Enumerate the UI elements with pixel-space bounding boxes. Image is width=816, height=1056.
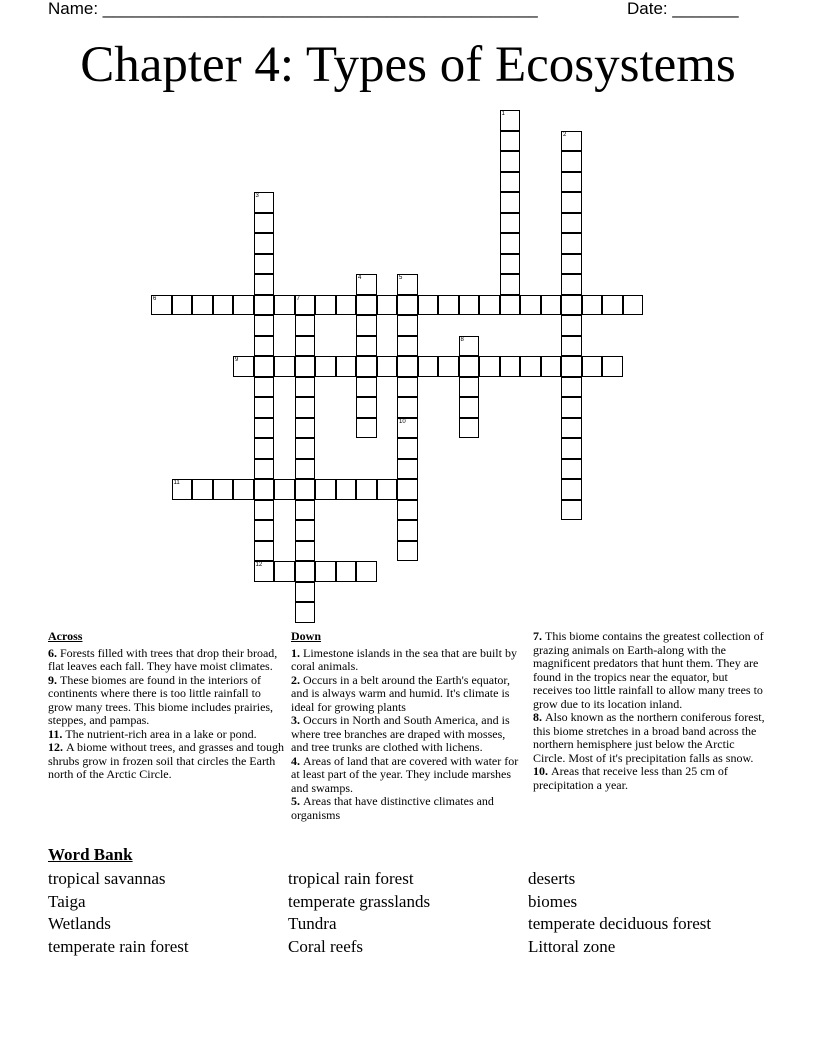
crossword-cell[interactable] bbox=[295, 418, 316, 439]
crossword-cell[interactable] bbox=[254, 397, 275, 418]
crossword-cell[interactable] bbox=[356, 479, 377, 500]
crossword-cell[interactable] bbox=[438, 356, 459, 377]
down-clue bbox=[533, 765, 769, 792]
crossword-cell[interactable] bbox=[561, 500, 582, 521]
crossword-cell[interactable] bbox=[438, 295, 459, 316]
crossword-cell[interactable] bbox=[336, 561, 357, 582]
clue-number-label: 7. bbox=[533, 629, 545, 643]
crossword-cell[interactable] bbox=[254, 561, 275, 582]
clue-text: Areas that have distinctive climates and organisms bbox=[291, 794, 494, 822]
crossword-cell[interactable] bbox=[561, 233, 582, 254]
clue-number: 4 bbox=[358, 275, 362, 281]
crossword-cell[interactable] bbox=[500, 172, 521, 193]
down-clue bbox=[291, 714, 523, 755]
word-bank-item: Taiga bbox=[48, 891, 86, 911]
crossword-cell[interactable] bbox=[418, 356, 439, 377]
crossword-cell[interactable] bbox=[295, 397, 316, 418]
crossword-cell[interactable] bbox=[192, 479, 213, 500]
crossword-cell[interactable] bbox=[315, 479, 336, 500]
crossword-cell[interactable] bbox=[254, 336, 275, 357]
crossword-cell[interactable] bbox=[500, 110, 521, 131]
crossword-cell[interactable] bbox=[561, 151, 582, 172]
crossword-cell[interactable] bbox=[254, 377, 275, 398]
crossword-cell[interactable] bbox=[295, 315, 316, 336]
crossword-cell[interactable] bbox=[602, 356, 623, 377]
crossword-cell[interactable] bbox=[500, 233, 521, 254]
crossword-cell[interactable] bbox=[274, 356, 295, 377]
crossword-cell[interactable] bbox=[213, 295, 234, 316]
down-clue bbox=[533, 711, 769, 765]
crossword-cell[interactable] bbox=[500, 254, 521, 275]
crossword-cell[interactable] bbox=[500, 213, 521, 234]
crossword-cell[interactable] bbox=[500, 295, 521, 316]
down-heading: Down bbox=[291, 629, 322, 643]
crossword-cell[interactable] bbox=[274, 295, 295, 316]
crossword-cell[interactable] bbox=[397, 336, 418, 357]
down-clue bbox=[291, 755, 523, 796]
crossword-cell[interactable] bbox=[295, 438, 316, 459]
crossword-cell[interactable] bbox=[336, 356, 357, 377]
crossword-cell[interactable] bbox=[336, 295, 357, 316]
crossword-cell[interactable] bbox=[356, 377, 377, 398]
crossword-cell[interactable] bbox=[172, 479, 193, 500]
clue-text: Areas that receive less than 25 cm of precipitation a year. bbox=[533, 764, 728, 792]
word-bank-title: Word Bank bbox=[48, 845, 133, 864]
crossword-cell[interactable] bbox=[295, 459, 316, 480]
crossword-cell[interactable] bbox=[561, 336, 582, 357]
crossword-cell[interactable] bbox=[151, 295, 172, 316]
crossword-cell[interactable] bbox=[254, 274, 275, 295]
down-clue bbox=[533, 630, 769, 711]
crossword-cell[interactable] bbox=[397, 397, 418, 418]
crossword-cell[interactable] bbox=[561, 315, 582, 336]
crossword-cell[interactable] bbox=[295, 356, 316, 377]
crossword-cell[interactable] bbox=[623, 295, 644, 316]
crossword-cell[interactable] bbox=[397, 520, 418, 541]
word-bank-item: temperate rain forest bbox=[48, 937, 189, 957]
crossword-cell[interactable] bbox=[295, 520, 316, 541]
crossword-cell[interactable] bbox=[500, 192, 521, 213]
crossword-cell[interactable] bbox=[397, 274, 418, 295]
crossword-cell[interactable] bbox=[254, 438, 275, 459]
crossword-cell[interactable] bbox=[254, 254, 275, 275]
crossword-cell[interactable] bbox=[356, 356, 377, 377]
crossword-cell[interactable] bbox=[295, 602, 316, 623]
crossword-cell[interactable] bbox=[459, 418, 480, 439]
clue-number-label: 9. bbox=[48, 672, 60, 687]
crossword-cell[interactable] bbox=[561, 295, 582, 316]
crossword-cell[interactable] bbox=[397, 295, 418, 316]
clue-number: 2 bbox=[563, 131, 567, 138]
clue-number-label: 12. bbox=[48, 740, 66, 754]
clue-number: 3 bbox=[255, 193, 259, 199]
crossword-cell[interactable] bbox=[520, 356, 541, 377]
across-clue bbox=[48, 741, 284, 782]
crossword-cell[interactable] bbox=[336, 479, 357, 500]
crossword-cell[interactable] bbox=[561, 356, 582, 377]
clue-text: The nutrient-rich area in a lake or pond. bbox=[65, 726, 257, 741]
word-bank-item: temperate deciduous forest bbox=[528, 914, 712, 934]
clue-text: Also known as the northern coniferous forest, this biome stretches in a broad band across the northern hemisphere just below the Arctic Circle. Most of it's precipitation falls as snow. bbox=[533, 710, 765, 765]
clue-text: Areas of land that are covered with water for at least part of the year. They include marshes and swamps. bbox=[291, 753, 519, 795]
clue-number: 8 bbox=[460, 336, 464, 343]
crossword-cell[interactable] bbox=[356, 561, 377, 582]
crossword-cell[interactable] bbox=[254, 541, 275, 562]
word-bank-item: Littoral zone bbox=[528, 937, 616, 957]
clue-number-label: 2. bbox=[291, 672, 303, 687]
crossword-cell[interactable] bbox=[418, 295, 439, 316]
crossword-cell[interactable] bbox=[295, 336, 316, 357]
crossword-cell[interactable] bbox=[397, 500, 418, 521]
crossword-cell[interactable] bbox=[377, 356, 398, 377]
clue-number: 11 bbox=[173, 480, 180, 486]
crossword-cell[interactable] bbox=[500, 151, 521, 172]
clue-number: 7 bbox=[296, 295, 300, 302]
crossword-cell[interactable] bbox=[295, 479, 316, 500]
crossword-cell[interactable] bbox=[561, 397, 582, 418]
clue-number-label: 1. bbox=[291, 645, 303, 660]
crossword-cell[interactable] bbox=[254, 418, 275, 439]
down-clues bbox=[291, 630, 523, 822]
crossword-cell[interactable] bbox=[233, 356, 254, 377]
crossword-cell[interactable] bbox=[541, 295, 562, 316]
clue-number: 1 bbox=[501, 111, 505, 117]
crossword-cell[interactable] bbox=[377, 479, 398, 500]
clue-number: 12 bbox=[255, 562, 263, 568]
clue-text: Occurs in a belt around the Earth's equator, and is always warm and humid. It's climate is ideal for growing plants bbox=[291, 672, 510, 714]
clue-number: 5 bbox=[399, 275, 403, 281]
crossword-cell[interactable] bbox=[254, 356, 275, 377]
clue-text: A biome without trees, and grasses and tough shrubs grow in frozen soil that circles the Earth north of the Arctic Circle. bbox=[48, 740, 284, 781]
crossword-cell[interactable] bbox=[459, 295, 480, 316]
clue-number-label: 6. bbox=[48, 645, 60, 660]
crossword-cell[interactable] bbox=[356, 397, 377, 418]
crossword-cell[interactable] bbox=[561, 172, 582, 193]
across-clue bbox=[48, 674, 284, 728]
crossword-cell[interactable] bbox=[295, 582, 316, 603]
crossword-cell[interactable] bbox=[561, 479, 582, 500]
crossword-cell[interactable] bbox=[582, 356, 603, 377]
crossword-cell[interactable] bbox=[500, 131, 521, 152]
crossword-cell[interactable] bbox=[397, 356, 418, 377]
crossword-cell[interactable] bbox=[254, 500, 275, 521]
crossword-cell[interactable] bbox=[295, 541, 316, 562]
crossword-cell[interactable] bbox=[254, 233, 275, 254]
crossword-cell[interactable] bbox=[274, 479, 295, 500]
crossword-cell[interactable] bbox=[254, 315, 275, 336]
crossword-cell[interactable] bbox=[254, 213, 275, 234]
crossword-cell[interactable] bbox=[500, 274, 521, 295]
crossword-cell[interactable] bbox=[295, 295, 316, 316]
word-bank-item: biomes bbox=[528, 891, 578, 911]
clue-number-label: 4. bbox=[291, 753, 303, 768]
clue-number: 6 bbox=[153, 295, 157, 302]
crossword-cell[interactable] bbox=[602, 295, 623, 316]
crossword-cell[interactable] bbox=[561, 438, 582, 459]
clue-number-label: 5. bbox=[291, 794, 303, 808]
word-bank-item: tropical savannas bbox=[48, 869, 166, 888]
word-bank-item: deserts bbox=[528, 869, 576, 888]
down-clue bbox=[291, 795, 523, 822]
word-bank-item: Coral reefs bbox=[288, 937, 364, 957]
crossword-cell[interactable] bbox=[315, 561, 336, 582]
crossword-cell[interactable] bbox=[397, 438, 418, 459]
crossword-cell[interactable] bbox=[295, 500, 316, 521]
crossword-cell[interactable] bbox=[356, 418, 377, 439]
crossword-cell[interactable] bbox=[561, 131, 582, 152]
down-clue bbox=[291, 674, 523, 715]
crossword-cell[interactable] bbox=[254, 459, 275, 480]
crossword-cell[interactable] bbox=[459, 336, 480, 357]
crossword-cell[interactable] bbox=[213, 479, 234, 500]
crossword-cell[interactable] bbox=[356, 315, 377, 336]
crossword-cell[interactable] bbox=[561, 254, 582, 275]
crossword-cell[interactable] bbox=[254, 520, 275, 541]
crossword-cell[interactable] bbox=[582, 295, 603, 316]
word-bank-column-3 bbox=[528, 868, 711, 959]
crossword-cell[interactable] bbox=[479, 356, 500, 377]
crossword-cell[interactable] bbox=[397, 541, 418, 562]
crossword-cell[interactable] bbox=[397, 377, 418, 398]
across-heading: Across bbox=[48, 629, 83, 643]
word-bank-item: Tundra bbox=[288, 914, 337, 934]
crossword-cell[interactable] bbox=[254, 192, 275, 213]
crossword-cell[interactable] bbox=[356, 274, 377, 295]
clue-text: Occurs in North and South America, and is where tree branches are draped with mosses, and tree trunks are clothed with lichens. bbox=[291, 713, 510, 754]
clue-number-label: 8. bbox=[533, 710, 545, 724]
crossword-cell[interactable] bbox=[561, 377, 582, 398]
clue-number-label: 3. bbox=[291, 713, 303, 727]
crossword-cell[interactable] bbox=[377, 295, 398, 316]
crossword-cell[interactable] bbox=[397, 459, 418, 480]
crossword-cell[interactable] bbox=[233, 295, 254, 316]
date-field-label: Date: _______ bbox=[627, 0, 739, 18]
crossword-cell[interactable] bbox=[459, 397, 480, 418]
crossword-cell[interactable] bbox=[356, 336, 377, 357]
crossword-cell[interactable] bbox=[541, 356, 562, 377]
crossword-cell[interactable] bbox=[561, 418, 582, 439]
crossword-cell[interactable] bbox=[233, 479, 254, 500]
crossword-cell[interactable] bbox=[254, 295, 275, 316]
crossword-cell[interactable] bbox=[397, 315, 418, 336]
word-bank-item: Wetlands bbox=[48, 914, 111, 934]
crossword-cell[interactable] bbox=[561, 213, 582, 234]
across-clue bbox=[48, 647, 284, 674]
across-clue bbox=[48, 728, 284, 742]
crossword-cell[interactable] bbox=[295, 377, 316, 398]
clue-number-label: 11. bbox=[48, 726, 66, 741]
word-bank-column-1 bbox=[48, 868, 189, 959]
crossword-cell[interactable] bbox=[520, 295, 541, 316]
clue-number: 9 bbox=[235, 357, 239, 363]
crossword-cell[interactable] bbox=[315, 356, 336, 377]
crossword-cell[interactable] bbox=[356, 295, 377, 316]
name-field-label: Name: ______________________________________________ bbox=[48, 0, 538, 18]
across-clues bbox=[48, 630, 284, 782]
crossword-cell[interactable] bbox=[254, 479, 275, 500]
crossword-cell[interactable] bbox=[459, 356, 480, 377]
clue-text: Limestone islands in the sea that are built by coral animals. bbox=[291, 645, 517, 673]
crossword-cell[interactable] bbox=[192, 295, 213, 316]
clue-number-label: 10. bbox=[533, 764, 551, 778]
crossword-cell[interactable] bbox=[172, 295, 193, 316]
clue-text: This biome contains the greatest collection of grazing animals on Earth-along with the magnificent predators that hunt them. They are found in the tropics near the equator, but receives too little rainfall to allow many trees to grow due to its location inland. bbox=[533, 629, 764, 711]
crossword-cell[interactable] bbox=[295, 561, 316, 582]
word-bank-column-2 bbox=[288, 868, 430, 959]
word-bank-item: tropical rain forest bbox=[288, 869, 414, 888]
crossword-cell[interactable] bbox=[479, 295, 500, 316]
clue-text: These biomes are found in the interiors of continents where there is too little rainfall to grow many trees. This biome includes prairies, steppes, and pampas. bbox=[48, 672, 274, 727]
crossword-cell[interactable] bbox=[315, 295, 336, 316]
crossword-cell[interactable] bbox=[274, 561, 295, 582]
crossword-cell[interactable] bbox=[561, 274, 582, 295]
clue-text: Forests filled with trees that drop their broad, flat leaves each fall. They have moist climates. bbox=[48, 645, 278, 673]
crossword-cell[interactable] bbox=[459, 377, 480, 398]
crossword-cell[interactable] bbox=[397, 418, 418, 439]
crossword-cell[interactable] bbox=[561, 192, 582, 213]
crossword-cell[interactable] bbox=[397, 479, 418, 500]
crossword-cell[interactable] bbox=[500, 356, 521, 377]
clue-number: 10 bbox=[399, 418, 406, 425]
down-clue bbox=[291, 647, 523, 674]
page-title: Chapter 4: Types of Ecosystems bbox=[80, 37, 736, 93]
word-bank-item: temperate grasslands bbox=[288, 891, 431, 911]
crossword-cell[interactable] bbox=[561, 459, 582, 480]
down-clues-continued bbox=[533, 630, 769, 792]
